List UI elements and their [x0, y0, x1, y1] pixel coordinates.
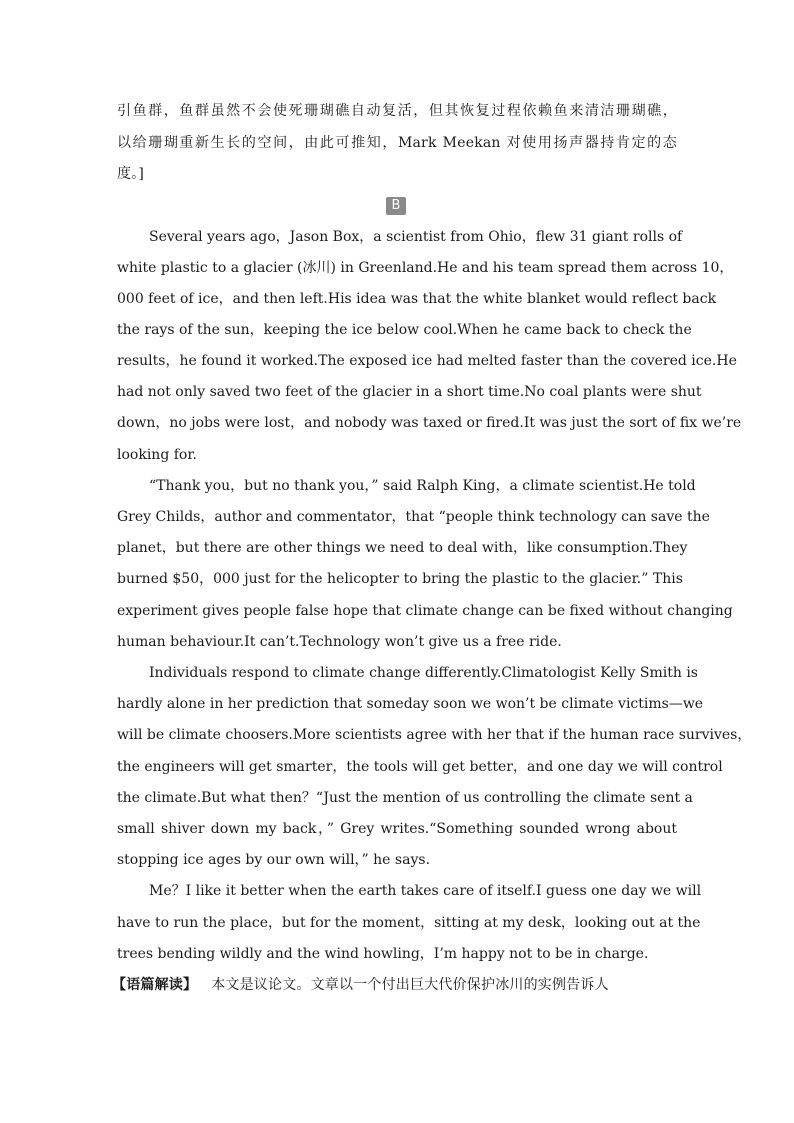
- passage-line: trees bending wildly and the wind howling，I’m happy not to be in charge.: [117, 946, 649, 962]
- passage-line: have to run the place，but for the moment，sitting at my desk，looking out at the: [117, 915, 701, 931]
- passage-line: experiment gives people false hope that climate change can be fixed without changing: [117, 603, 733, 619]
- passage-line: burned $50，000 just for the helicopter to bring the plastic to the glacier.” This: [117, 571, 683, 587]
- passage-line: results，he found it worked.The exposed ice had melted faster than the covered ice.He: [117, 353, 737, 369]
- passage-line: white plastic to a glacier (冰川) in Greenland.He and his team spread them across 10，: [117, 260, 734, 276]
- passage-line: stopping ice ages by our own will，” he says.: [117, 852, 430, 868]
- passage-line: Me？I like it better when the earth takes care of itself.I guess one day we will: [149, 883, 702, 899]
- passage-line: Grey Childs，author and commentator，that “people think technology can save the: [117, 509, 710, 525]
- analysis-text: 本文是议论文。文章以一个付出巨大代价保护冰川的实例告诉人: [211, 977, 609, 993]
- passage-line: Several years ago，Jason Box，a scientist from Ohio，flew 31 giant rolls of: [149, 229, 683, 245]
- passage-line: will be climate choosers.More scientists agree with her that if the human race survives，: [117, 727, 752, 743]
- passage-line: had not only saved two feet of the glacier in a short time.No coal plants were shut: [117, 384, 702, 400]
- passage-line: looking for.: [117, 447, 197, 463]
- analysis-heading: 【语篇解读】: [112, 977, 198, 993]
- passage-line: human behaviour.It can’t.Technology won’t give us a free ride.: [117, 634, 562, 650]
- passage-line: down，no jobs were lost，and nobody was taxed or fired.It was just the sort of fix we’re: [117, 415, 742, 431]
- text-line: 度。]: [117, 166, 145, 182]
- passage-line: planet，but there are other things we need to deal with，like consumption.They: [117, 540, 688, 556]
- text-line: 引鱼群，鱼群虽然不会使死珊瑚礁自动复活，但其恢复过程依赖鱼来清洁珊瑚礁，: [117, 103, 677, 119]
- passage-line: hardly alone in her prediction that someday soon we won’t be climate victims—we: [117, 696, 704, 712]
- section-marker-badge: B: [386, 197, 406, 215]
- passage-line: the climate.But what then？“Just the mention of us controlling the climate sent a: [117, 790, 693, 806]
- passage-line: small shiver down my back，” Grey writes.“Something sounded wrong about: [117, 821, 677, 837]
- passage-line: the rays of the sun，keeping the ice below cool.When he came back to check the: [117, 322, 692, 338]
- analysis-line: [112, 975, 677, 995]
- passage-line: the engineers will get smarter，the tools will get better，and one day we will control: [117, 759, 723, 775]
- text-line: 以给珊瑚重新生长的空间，由此可推知，Mark Meekan 对使用扬声器持肯定的态: [117, 135, 677, 151]
- passage-line: “Thank you，but no thank you，” said Ralph King，a climate scientist.He told: [149, 478, 696, 494]
- passage-line: 000 feet of ice，and then left.His idea was that the white blanket would reflect back: [117, 291, 717, 307]
- passage-line: Individuals respond to climate change differently.Climatologist Kelly Smith is: [149, 665, 698, 681]
